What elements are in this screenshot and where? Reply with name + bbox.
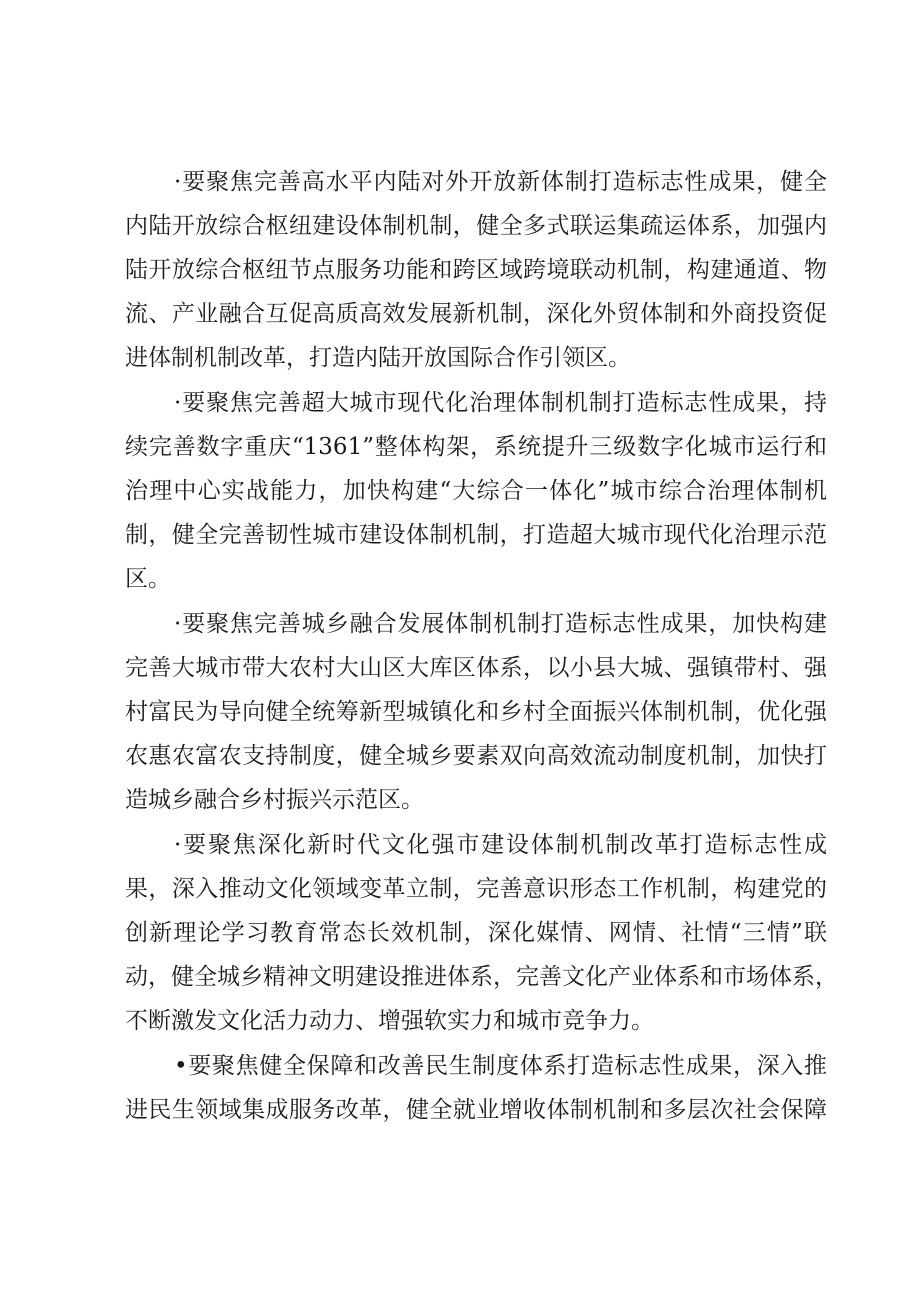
paragraph-1-line-4: 流、产业融合互促高质高效发展新机制，深化外贸体制和外商投资促 [125, 301, 827, 327]
paragraph-3-line-4: 农惠农富农支持制度，健全城乡要素双向高效流动制度机制，加快打 [125, 743, 827, 769]
paragraph-3-line-3: 村富民为导向健全统筹新型城镇化和乡村全面振兴体制机制，优化强 [125, 699, 827, 725]
paragraph-3-line-1: ·要聚焦完善城乡融合发展体制机制打造标志性成果，加快构建 [174, 611, 827, 637]
paragraph-2-line-5: 区。 [125, 566, 171, 592]
paragraph-4-line-2: 果，深入推动文化领域变革立制，完善意识形态工作机制，构建党的 [125, 876, 827, 902]
paragraph-5-line-2: 进民生领域集成服务改革，健全就业增收体制机制和多层次社会保障 [125, 1097, 827, 1123]
paragraph-4-line-3: 创新理论学习教育常态长效机制，深化媒情、网情、社情“三情”联 [125, 920, 827, 946]
paragraph-1-line-3: 陆开放综合枢纽节点服务功能和跨区域跨境联动机制，构建通道、物 [125, 257, 827, 283]
paragraph-2-line-1: ·要聚焦完善超大城市现代化治理体制机制打造标志性成果，持 [174, 390, 827, 416]
paragraph-2-line-4: 制，健全完善韧性城市建设体制机制，打造超大城市现代化治理示范 [125, 522, 827, 548]
paragraph-4-line-5: 不断激发文化活力动力、增强软实力和城市竞争力。 [125, 1008, 654, 1034]
paragraph-4-line-1: ·要聚焦深化新时代文化强市建设体制机制改革打造标志性成 [174, 832, 827, 858]
paragraph-5-line-1: •要聚焦健全保障和改善民生制度体系打造标志性成果，深入推 [174, 1053, 827, 1079]
paragraph-1-line-2: 内陆开放综合枢纽建设体制机制，健全多式联运集疏运体系，加强内 [125, 213, 827, 239]
paragraph-1-line-1: ·要聚焦完善高水平内陆对外开放新体制打造标志性成果，健全 [174, 169, 827, 195]
paragraph-3-line-5: 造城乡融合乡村振兴示范区。 [125, 787, 424, 813]
paragraph-2-line-2: 续完善数字重庆“1361”整体构架，系统提升三级数字化城市运行和 [125, 434, 827, 460]
paragraph-3-line-2: 完善大城市带大农村大山区大库区体系，以小县大城、强镇带村、强 [125, 655, 827, 681]
paragraph-4-line-4: 动，健全城乡精神文明建设推进体系，完善文化产业体系和市场体系， [125, 964, 838, 990]
paragraph-1-line-5: 进体制机制改革，打造内陆开放国际合作引领区。 [125, 345, 631, 371]
paragraph-2-line-3: 治理中心实战能力，加快构建“大综合一体化”城市综合治理体制机 [125, 478, 827, 504]
